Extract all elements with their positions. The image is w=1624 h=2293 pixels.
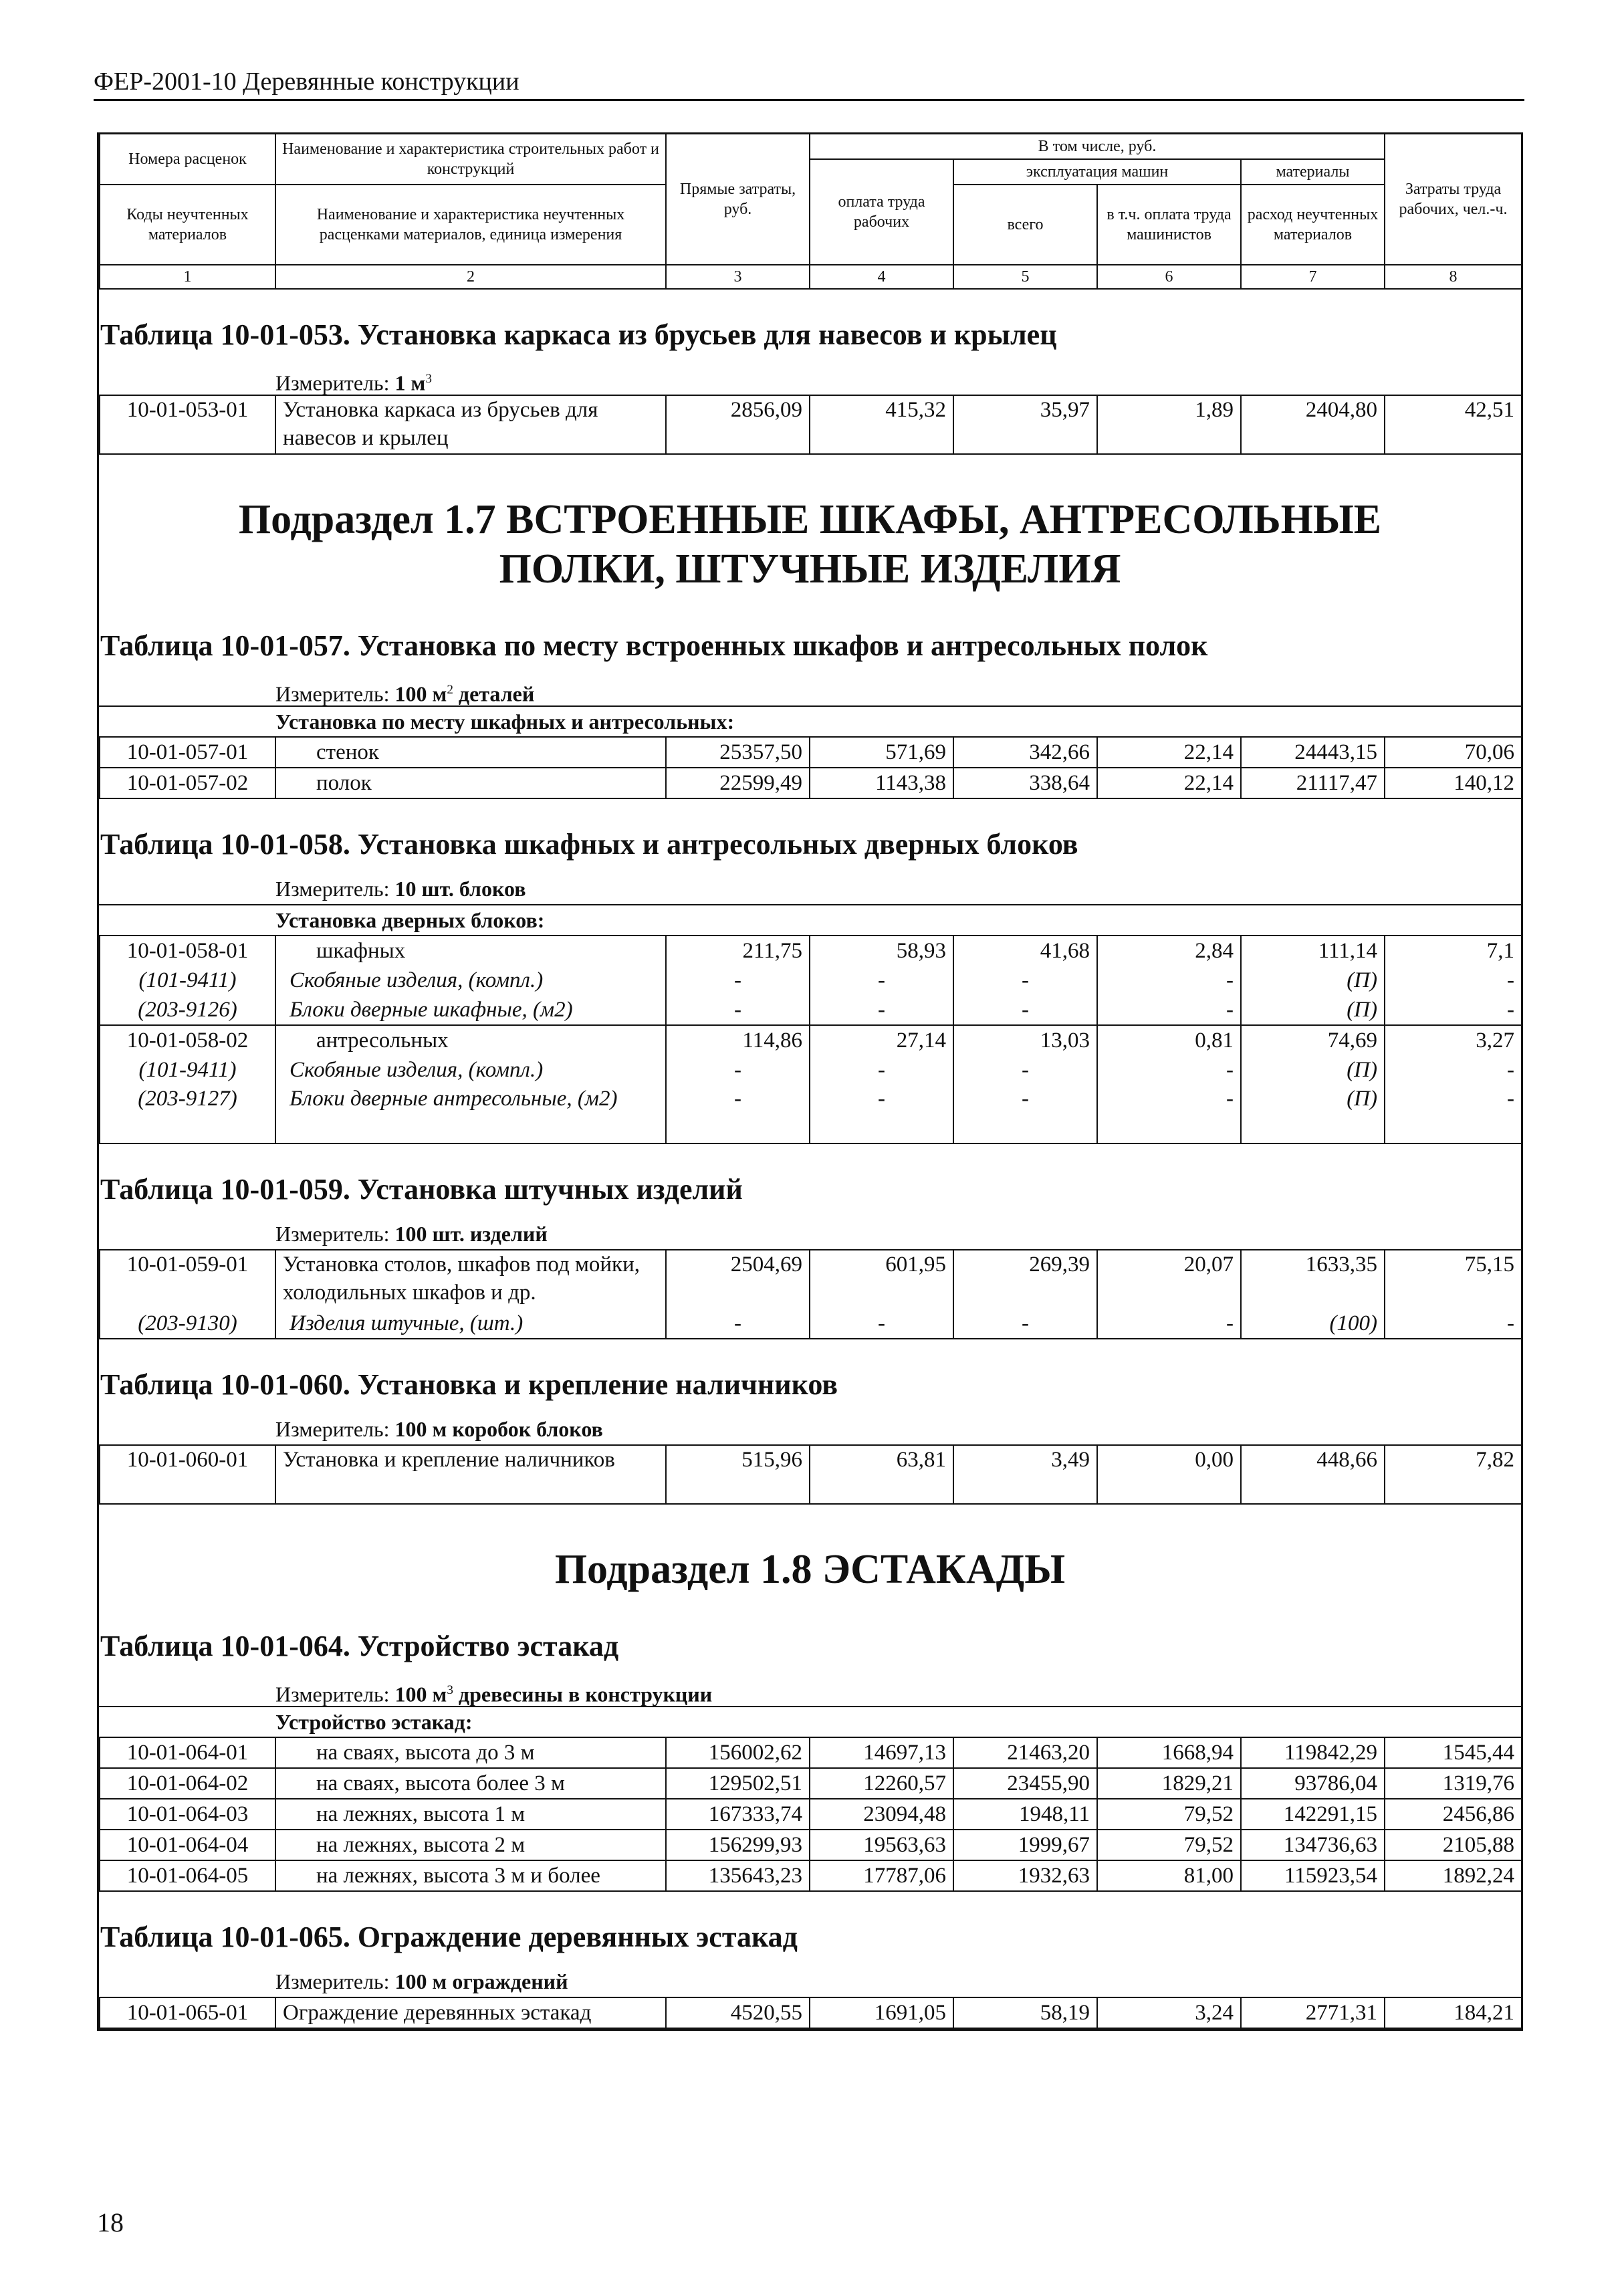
table-title-057: Таблица 10-01-057. Установка по месту встроенных шкафов и антресольных полок — [100, 629, 1208, 662]
table-row: 10-01-065-01 Ограждение деревянных эстакад 4520,55 1691,05 58,19 3,24 2771,31 184,21 — [100, 1997, 1522, 2028]
table-row: 10-01-057-02 полок 22599,49 1143,38 338,64 22,14 21117,47 140,12 — [100, 768, 1522, 798]
table-row: 10-01-057-01 стенок 25357,50 571,69 342,66 22,14 24443,15 70,06 — [100, 737, 1522, 768]
measure-064: Измеритель: 100 $м^3$ древесины в конструкции — [275, 1682, 713, 1707]
table-row: 10-01-064-01 на сваях, высота до 3 м 156002,62 14697,13 21463,20 1668,94 119842,29 1545,44 — [100, 1737, 1522, 1768]
col-header-total: всего — [953, 185, 1097, 265]
price-table-059 — [99, 1249, 1522, 1339]
table-row: 10-01-058-02 антресольных 114,86 27,14 13,03 0,81 74,69 3,27 — [100, 1025, 1522, 1055]
col-header-wage: оплата труда рабочих — [810, 159, 953, 265]
table-row: 10-01-059-01 Установка столов, шкафов под мойки, холодильных шкафов и др. 2504,69 601,95 269,39 20,07 1633,35 75,15 — [100, 1250, 1522, 1309]
measure-065: Измеритель: 100 м ограждений — [275, 1969, 568, 1993]
table-title-058: Таблица 10-01-058. Установка шкафных и антресольных дверных блоков — [100, 827, 1078, 861]
table-title-065: Таблица 10-01-065. Ограждение деревянных эстакад — [100, 1920, 798, 1953]
group-label-064: Устройство эстакад: — [99, 1706, 1521, 1737]
column-header-table — [99, 132, 1522, 290]
table-row: 10-01-060-01 Установка и крепление наличников 515,96 63,81 3,49 0,00 448,66 7,82 — [100, 1445, 1522, 1504]
measure-058: Измеритель: 10 шт. блоков — [275, 876, 526, 901]
col-header-numbers: Номера расценок — [100, 134, 275, 185]
table-title-053: Таблица 10-01-053. Установка каркаса из брусьев для навесов и крылец — [100, 318, 1057, 351]
col-num: 2 — [275, 265, 666, 289]
table-row: (203-9127) Блоки дверные антресольные, (м2) - - - - (П) - — [100, 1085, 1522, 1143]
measure-053: Измеритель: 1 $м^3$ — [275, 370, 432, 395]
col-num: 4 — [810, 265, 953, 289]
price-table-065 — [99, 1997, 1522, 2029]
price-table-060 — [99, 1444, 1522, 1505]
table-title-060: Таблица 10-01-060. Установка и крепление наличников — [100, 1368, 838, 1401]
group-label-057: Установка по месту шкафных и антресольных: — [99, 705, 1521, 736]
measure-059: Измеритель: 100 шт. изделий — [275, 1221, 548, 1246]
col-header-names: Наименование и характеристика строительных работ и конструкций — [275, 134, 666, 185]
col-header-materials: материалы — [1241, 159, 1385, 185]
table-row: 10-01-064-03 на лежнях, высота 1 м 167333,74 23094,48 1948,11 79,52 142291,15 2456,86 — [100, 1799, 1522, 1830]
table-row: 10-01-058-01 шкафных 211,75 58,93 41,68 2,84 111,14 7,1 — [100, 936, 1522, 966]
section-title-1-8: Подраздел 1.8 ЭСТАКАДЫ — [554, 1546, 1066, 1592]
price-table-053 — [99, 395, 1522, 455]
price-table-057 — [99, 736, 1522, 799]
table-row: (203-9130) Изделия штучные, (шт.) - - - - (100) - — [100, 1309, 1522, 1339]
group-label-058: Установка дверных блоков: — [99, 904, 1521, 935]
table-row: (203-9126) Блоки дверные шкафные, (м2) - - - - (П) - — [100, 995, 1522, 1025]
document-header: ФЕР-2001-10 Деревянные конструкции — [94, 67, 1524, 101]
table-row: 10-01-053-01 Установка каркаса из брусьев для навесов и крылец 2856,09 415,32 35,97 1,89 2404,80 42,51 — [100, 395, 1522, 454]
section-title-1-7: Подраздел 1.7 ВСТРОЕННЫЕ ШКАФЫ, АНТРЕСОЛЬНЫЕ ПОЛКИ, ШТУЧНЫЕ ИЗДЕЛИЯ — [238, 496, 1382, 592]
col-num: 6 — [1097, 265, 1241, 289]
measure-060: Измеритель: 100 м коробок блоков — [275, 1416, 603, 1441]
col-header-machines: эксплуатация машин — [953, 159, 1241, 185]
col-header-labor: Затраты труда рабочих, чел.-ч. — [1385, 134, 1522, 265]
table-title-064: Таблица 10-01-064. Устройство эстакад — [100, 1629, 619, 1662]
measure-057: Измеритель: 100 $м^2$ деталей — [275, 681, 535, 706]
table-row: (101-9411) Скобяные изделия, (компл.) - - - - (П) - — [100, 1055, 1522, 1085]
price-table-frame — [97, 132, 1523, 2031]
table-row: 10-01-064-05 на лежнях, высота 3 м и более 135643,23 17787,06 1932,63 81,00 115923,54 1892,24 — [100, 1860, 1522, 1891]
col-header-codes: Коды неучтенных материалов — [100, 185, 275, 265]
table-row: 10-01-064-02 на сваях, высота более 3 м 129502,51 12260,57 23455,90 1829,21 93786,04 1319,76 — [100, 1768, 1522, 1799]
table-row: 10-01-064-04 на лежнях, высота 2 м 156299,93 19563,63 1999,67 79,52 134736,63 2105,88 — [100, 1830, 1522, 1860]
col-num: 1 — [100, 265, 275, 289]
col-num: 7 — [1241, 265, 1385, 289]
col-header-names2: Наименование и характеристика неучтенных расценками материалов, единица измерения — [275, 185, 666, 265]
table-row: (101-9411) Скобяные изделия, (компл.) - - - - (П) - — [100, 966, 1522, 995]
price-table-058 — [99, 935, 1522, 1144]
page-number: 18 — [97, 2207, 124, 2237]
price-table-064 — [99, 1737, 1522, 1892]
col-header-incl: В том числе, руб. — [810, 134, 1385, 159]
col-num: 8 — [1385, 265, 1522, 289]
col-header-direct: Прямые затраты, руб. — [666, 134, 810, 265]
col-header-consumption: расход неучтенных материалов — [1241, 185, 1385, 265]
col-num: 3 — [666, 265, 810, 289]
col-num: 5 — [953, 265, 1097, 289]
col-header-incl-wage: в т.ч. оплата труда машинистов — [1097, 185, 1241, 265]
table-title-059: Таблица 10-01-059. Установка штучных изделий — [100, 1172, 743, 1206]
